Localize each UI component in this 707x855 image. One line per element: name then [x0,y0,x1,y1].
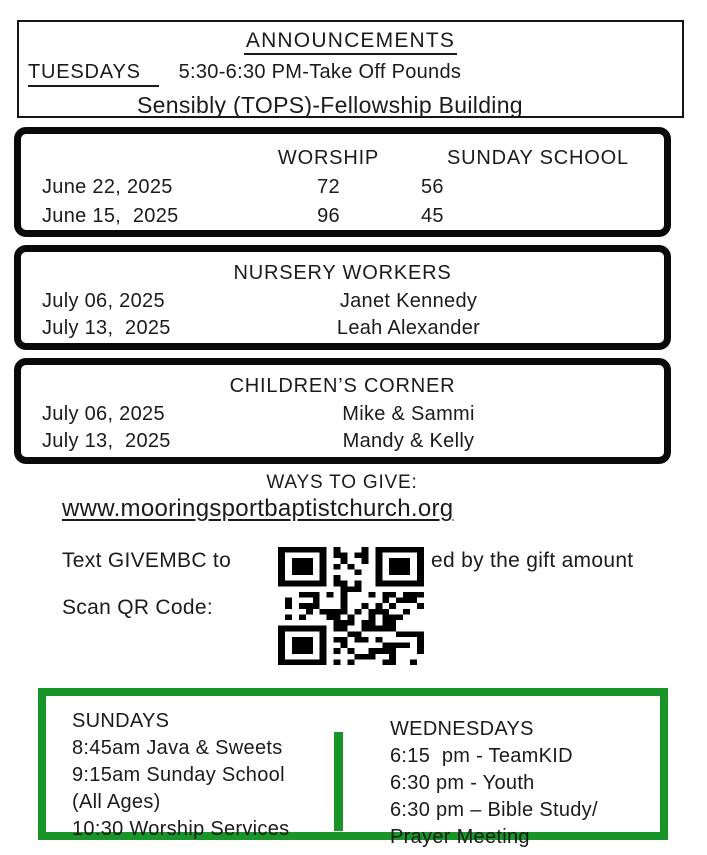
worship-column-header: WORSHIP [277,147,380,169]
childrens-corner-section [14,358,671,464]
attendance-section [14,127,671,237]
childrens-helper-names: Mandy & Kelly [342,430,475,452]
list-item: 9:15am Sunday School [72,764,285,786]
tops-schedule-line [19,61,682,87]
list-item: 6:15 pm - TeamKID [390,745,573,767]
table-row [21,315,664,342]
worship-count: 96 [317,205,340,227]
list-item: 8:45am Java & Sweets [72,737,283,759]
sundays-title: SUNDAYS [72,710,170,732]
childrens-date: July 06, 2025 [42,403,165,425]
text-to-give-instruction-continued: ed by the gift amount [431,549,634,572]
announcements-section [17,20,684,118]
list-item: 6:30 pm - Youth [390,772,535,794]
qr-code [278,547,424,665]
nursery-worker-name: Janet Kennedy [339,290,478,312]
table-row [21,401,664,428]
sunday-school-count: 45 [421,205,444,227]
sunday-school-count: 56 [421,176,444,198]
sundays-schedule [72,708,289,843]
list-item: 6:30 pm – Bible Study/ [390,799,598,821]
list-item: 10:30 Worship Services [72,818,290,840]
table-row [21,203,664,230]
nursery-date: July 13, 2025 [42,317,171,339]
childrens-date: July 13, 2025 [42,430,171,452]
nursery-worker-name: Leah Alexander [336,317,481,339]
announcements-heading-row [19,29,682,53]
nursery-workers-section [14,245,671,350]
nursery-date: July 06, 2025 [42,290,165,312]
sunday-school-column-header: SUNDAY SCHOOL [447,147,629,169]
tops-time-text: 5:30-6:30 PM-Take Off Pounds [178,61,462,83]
ways-to-give-title: WAYS TO GIVE: [266,472,418,493]
list-item: (All Ages) [72,791,161,813]
attendance-date: June 22, 2025 [42,176,173,198]
nursery-workers-title: NURSERY WORKERS [233,262,452,284]
schedule-divider [334,732,343,831]
tuesdays-label: TUESDAYS [28,61,159,87]
announcements-title: ANNOUNCEMENTS [244,29,457,55]
weekly-schedule-section [38,688,668,848]
childrens-corner-title: CHILDREN’S CORNER [229,375,456,397]
table-row [21,428,664,455]
childrens-helper-names: Mike & Sammi [342,403,475,425]
tops-location-text: Sensibly (TOPS)-Fellowship Building [137,92,523,118]
attendance-date: June 15, 2025 [42,205,179,227]
table-row [21,174,664,201]
list-item: Prayer Meeting [390,826,530,848]
table-row [21,288,664,315]
church-website-link[interactable]: www.mooringsportbaptistchurch.org [62,495,454,522]
worship-count: 72 [317,176,340,198]
scan-qr-label: Scan QR Code: [62,596,213,619]
attendance-empty-header [21,145,266,172]
attendance-header-row [21,145,664,172]
wednesdays-title: WEDNESDAYS [390,718,534,740]
text-to-give-instruction: Text GIVEMBC to [62,549,232,572]
wednesdays-schedule [390,716,598,851]
